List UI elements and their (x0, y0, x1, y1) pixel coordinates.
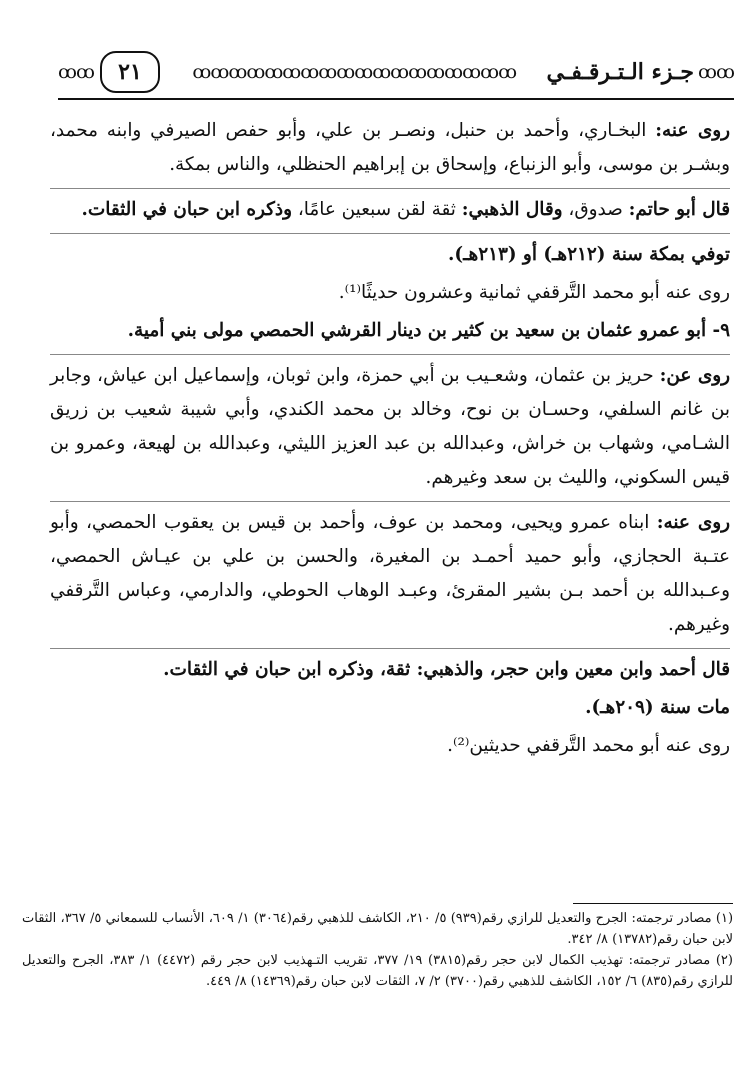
divider (50, 188, 730, 189)
narrators-list: البخـاري، وأحمد بن حنبل، ونصـر بن علي، وأبو حفص الصيرفي وابنه محمد، وبشـر بن موسى، وأبو الزنباع، وإسحاق بن إبراهيم الحنظلي، والناس بمكة. (50, 120, 730, 175)
footnote-2: (٢) مصادر ترجمته: تهذيب الكمال لابن حجر رقم(٣٨١٥) ١٩/ ٣٧٧، تقريب التـهذيب لابن حجر رقم (٤٤٧٢) ١/ ٣٨٣، الجرح والتعديل للرازي رقم(٨٣٥) ٦/ ١٥٢، الكاشف للذهبي رقم(٣٧٠٠) ٢/ ٧، الثقات لابن حبان رقم(١٤٣٦٩) ٨/ ٤٤٩. (22, 953, 733, 989)
label-narrated-from-him-2: روى عنه: (656, 512, 730, 533)
divider (50, 233, 730, 234)
running-title: جـزء الـتـرقـفـي (546, 59, 695, 85)
ornament-right: ꝏꝏ (698, 60, 734, 83)
ibn-hibban-note: وذكره ابن حبان في الثقات. (81, 199, 292, 220)
footnotes (22, 908, 733, 992)
label-narrated-from: روى عن: (659, 365, 730, 386)
teachers-paragraph (50, 359, 730, 495)
main-text (50, 114, 730, 763)
hadith-count: روى عنه أبو محمد التَّرقفي ثمانية وعشرون حديثًا⁽¹⁾. (338, 282, 730, 303)
teachers-list: حريز بن عثمان، وشعـيب بن أبي حمزة، وابن ثوبان، وإسماعيل ابن عياش، وجابر بن غانم السلفي، وحسـان بن نوح، وخالد بن محمد الكندي، وأبي شيبة شعيب بن زريق الشـامي، وشهاب بن خراش، وعبدالله بن عبد العزيز الليثي، وعبدالله بن لهيعة، وعمرو بن قيس السكوني، والليث بن سعد وغيرهم. (50, 365, 730, 488)
students-paragraph (50, 506, 730, 642)
death-date: توفي بمكة سنة (٢١٢هـ) أو (٢١٣هـ). (447, 244, 730, 265)
ornament-band: ꝏꝏꝏꝏꝏꝏꝏꝏꝏꝏꝏꝏꝏꝏꝏꝏꝏꝏ (192, 62, 517, 82)
death-year: مات سنة (٢٠٩هـ). (585, 697, 730, 718)
page-number: ٢١ (100, 51, 160, 93)
divider (50, 501, 730, 502)
ornament-left: ꝏꝏ (58, 60, 94, 83)
footnote-rule (573, 903, 733, 904)
dhahabi-verdict: ثقة لقن سبعين عامًا، (291, 199, 462, 220)
divider (50, 354, 730, 355)
grading-paragraph (50, 193, 730, 227)
label-narrated-from-him: روى عنه: (655, 120, 730, 141)
hadith-count-2: روى عنه أبو محمد التَّرقفي حديثين⁽²⁾. (447, 735, 730, 756)
abu-hatim-verdict: صدوق، (562, 199, 629, 220)
entry-heading: ٩- أبو عمرو عثمان بن سعيد بن كثير بن دينار القرشي الحمصي مولى بني أمية. (127, 320, 730, 341)
grading-line: قال أحمد وابن معين وابن حجر، والذهبي: ثقة، وذكره ابن حبان في الثقات. (163, 659, 730, 680)
divider (50, 648, 730, 649)
page-header (58, 46, 734, 100)
students-list: ابناه عمرو ويحيى، ومحمد بن عوف، وأحمد بن قيس بن يعقوب الحمصي، وأبو عتـبة الحجازي، وأبو حميد أحمـد بن المغيرة، والحسن بن علي بن عيـاش الحمصي، وعـبدالله بن أحمد بـن بشير المقرئ، وعبـد الوهاب الحوطي، والدارمي، وعباس التَّرقفي وغيرهم. (50, 512, 730, 635)
footnote-1: (١) مصادر ترجمته: الجرح والتعديل للرازي رقم(٩٣٩) ٥/ ٢١٠، الكاشف للذهبي رقم(٣٠٦٤) ١/ ٦٠٩، الأنساب للسمعاني ٥/ ٣٦٧، الثقات لابن حبان رقم(١٣٧٨٢) ٨/ ٣٤٢. (22, 911, 734, 947)
label-abu-hatim: قال أبو حاتم: (628, 199, 730, 220)
narrators-from-him (50, 114, 730, 182)
label-dhahabi: وقال الذهبي: (461, 199, 563, 220)
